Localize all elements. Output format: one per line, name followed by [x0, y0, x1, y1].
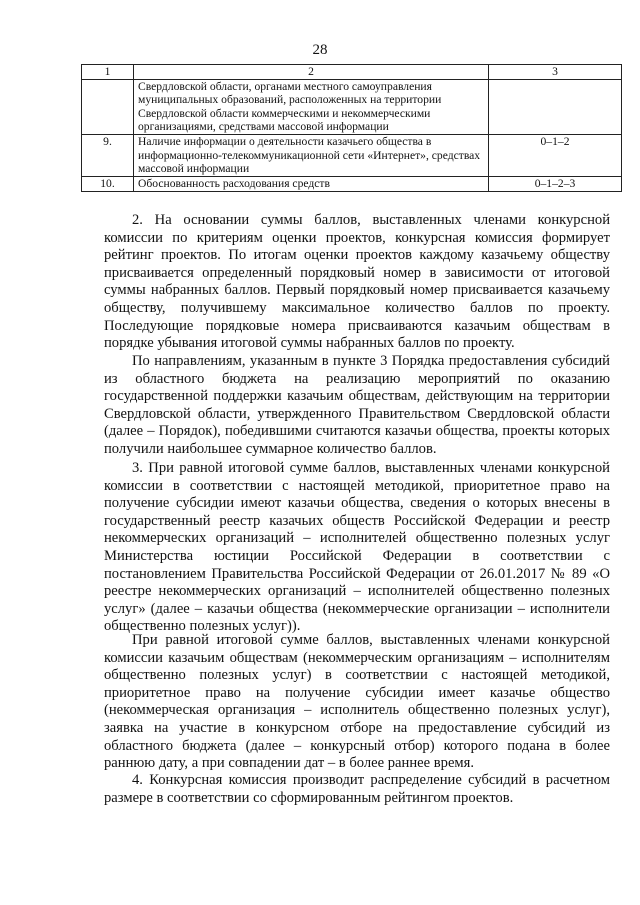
paragraph-equal-score-priority: При равной итоговой сумме баллов, выставленных членами конкурсной комиссии казачьим обществам (некоммерческим организациям – исполнителям общественно полезных услуг) в соответствии с настоящей методикой, приоритетное право на получение субсидии имеет казачье общество (некоммерческая организация – исполнитель общественно полезных услуг), заявка на участие в конкурсном отборе на предоставление субсидий из областного бюджета (далее – конкурсный отбор) которого подана в более раннюю дату, а при совпадении дат – в более раннее время. — [104, 632, 610, 772]
criterion-text: Свердловской области, органами местного самоуправления муниципальных образований, расположенных на территории Свердловской области коммерческими и некоммерческими организациями, средствами массовой информации — [134, 79, 489, 134]
paragraph-item-4: 4. Конкурсная комиссия производит распределение субсидий в расчетном размере в соответствии со сформированным рейтингом проектов. — [104, 772, 610, 806]
score-range — [489, 79, 622, 134]
table-row — [82, 176, 622, 191]
table-row — [82, 134, 622, 176]
criterion-text: Наличие информации о деятельности казачьего общества в информационно-телекоммуникационной сети «Интернет», средствах массовой информации — [134, 134, 489, 176]
score-range: 0–1–2 — [489, 134, 622, 176]
row-number — [82, 79, 134, 134]
paragraph-direction-winners: По направлениям, указанным в пункте 3 Порядка предоставления субсидий из областного бюджета на реализацию мероприятий по оказанию государственной поддержки казачьим обществам, действующим на территории Свердловской области, утвержденного Правительством Свердловской области (далее – Порядок), победившими считаются казачьи общества, проекты которых получили наибольшее суммарное количество баллов. — [104, 353, 610, 457]
page-number: 28 — [312, 42, 328, 58]
paragraph-item-2: 2. На основании суммы баллов, выставленных членами конкурсной комиссии по критериям оценки проектов, конкурсная комиссия формирует рейтинг проектов. По итогам оценки проектов каждому казачьему обществу присваивается определенный порядковый номер в зависимости от итоговой суммы набранных баллов. Первый порядковый номер присваивается казачьему обществу, получившему максимальное количество баллов по проекту. Последующие порядковые номера присваиваются казачьим обществам в порядке убывания итоговой суммы набранных баллов по проекту. — [104, 212, 610, 352]
column-header: 2 — [134, 65, 489, 80]
column-header: 3 — [489, 65, 622, 80]
criterion-text: Обоснованность расходования средств — [134, 176, 489, 191]
paragraph-item-3: 3. При равной итоговой сумме баллов, выставленных членами конкурсной комиссии в соответствии с настоящей методикой, приоритетное право на получение субсидии имеют казачьи общества, сведения о которых внесены в государственный реестр казачьих обществ Российской Федерации и реестр некоммерческих организаций – исполнителей общественно полезных услуг Министерства юстиции Российской Федерации в соответствии с постановлением Правительства Российской Федерации от 26.01.2017 № 89 «О реестре некоммерческих организаций – исполнителей общественно полезных услуг» (далее – казачьи общества (некоммерческие организации – исполнители общественно полезных услуг)). — [104, 460, 610, 635]
score-range: 0–1–2–3 — [489, 176, 622, 191]
row-number: 9. — [82, 134, 134, 176]
table-row — [82, 79, 622, 134]
criteria-table — [81, 64, 622, 192]
column-header: 1 — [82, 65, 134, 80]
table-header-row — [82, 65, 622, 80]
row-number: 10. — [82, 176, 134, 191]
